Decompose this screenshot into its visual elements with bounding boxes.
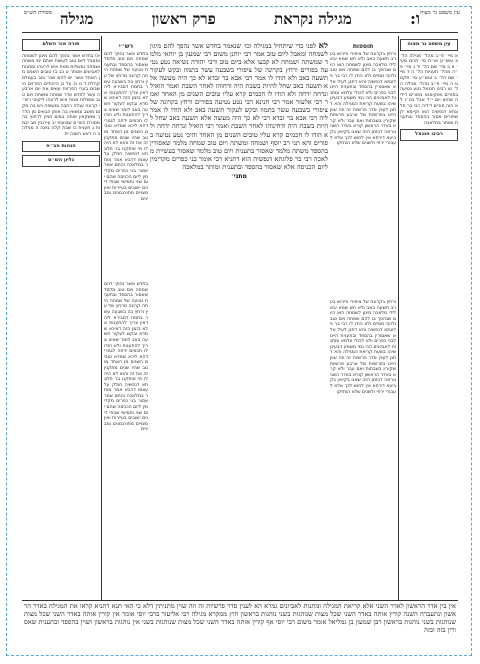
ein-mishpat-title: עין משפט נר מצוה bbox=[400, 39, 458, 51]
margin-left-text: א) בחדש אשר נהפך להם מיגון לשמחה ומאבל ליום טוב לעשות אותם ימי משתה ושמחה ומשלוח מנות איש לרעהו ומתנות לאביונים אסתר ט כב ב) טובים השנים מן האחד אשר יש להם שכר טוב בעמלם קהלת ד ט ג) על כן היהודים הפרזים הישבים בערי הפרזות עשים את יום ארבעה עשר לחדש אדר שמחה ומשתה ויום טוב ומשלוח מנות איש לרעהו ליקוטי רש״י קרונה עגלה רחבה ומשופה ויש בה מקום מושב ונושאין בה אותן הבאים מן הדרך ומשקאין אותה במים חמין לרחוץ בה מסורת הש״ס שבועות יב עירובין מב יבמות ג תענית כו שבת קלה ביצה ה מגילה ב ה ראש השנה יח bbox=[22, 53, 100, 137]
margin-left-column bbox=[22, 36, 100, 600]
gilyon-title: גליון הש״ס bbox=[22, 155, 100, 167]
gemara-text bbox=[150, 42, 328, 171]
rashi-title: רש״י bbox=[118, 43, 134, 50]
gemara-wide-text: אין בין אדר הראשון לאדר השני אלא קריאת המגילה ומתנות לאביונים גמרא הא לענין סדר פרשיות זה וזה שוין מתניתין דלא כי האי תנא דתניא קראו את המגילה באדר הראשון ונתעברה השנה קורין אותה באדר השני שכל מצות שנוהגות בשני נוהגות בראשון חוץ ממקרא מגילה רבי אליעזר ברבי יוסי אומר אין קורין אותה באדר השני שכל מצות שנוהגות בשני נוהגות בראשון רבן שמעון בן גמליאל אומר משום רבי יוסי אף קורין אותה באדר השני שכל מצות שנוהגות בשני אין נוהגות בראשון ושוין בהספד ובתענית שאסורין בזה ובזה bbox=[24, 602, 456, 634]
hagahot-title: הגהות הב״ח bbox=[22, 141, 100, 153]
corner-note-right: עין משפט נר מצוה bbox=[420, 10, 460, 16]
bottom-rule bbox=[22, 600, 458, 601]
chapter-title: מגילה נקראת bbox=[274, 9, 352, 28]
chapter-number: פרק ראשון bbox=[151, 9, 216, 28]
rashi-text: בחדש אשר נהפך להם שמחה ויום טוב מלמד שאסור בהספד ובתענית נטיעה של שמחה היתה קרונה מרחץ של עץ ורחץ בה בשבעה עשר בתמוז דסבירא ליה דאין צריך להתענות אלא בזמן הזה דאיכא שמדא ובקש לעקור תשעה באב לומר שאינו צריך להתענות ולא הודו לו חכמים ידחה לגמרי דהא ליכא שמדא טובים השנים מן האחד מוטב שהיו שנים מתקנין זה את זה והוא לא היה לו מי שיתקנו בר פלוגתא דנפשיה חולק על עצמו דהכא אמר מותר במלאכה והתם אמר אסור בני כפרים מקדימין ליום הכניסה שהם יום שני וחמישי שבתי דינים יושבים בעיירות ואין מצויים מתורגמנים ומבינים bbox=[104, 51, 148, 203]
rabbeinu-chananel-title: רבינו חננאל bbox=[400, 129, 458, 141]
gemara-wide-block bbox=[24, 602, 456, 646]
tosafot-text-lower: ורחץ בקרונה של ציפורי פירוש בערב תשעה באב ולא חש שמא יבא לידי מלאכה מיגון לשמחה הוא היום שנהפך בו להם שמחה ויום טוב ולהכי מסיים ולא הודו לו רבי בר פלוגתא דנפשיה והא דתנן לעיל אלא שאסורין בהספד ובתענית היינו לבני כפרים ולא לכולי עלמא ומתנות לאביונים הכי נמי משמע דבעינן שיהו בשעת קריאת המגילה והא דתנן לענין סדר פרשיות זה וזה שוין היינו בפרשיות של ארבע פרשיות שקורין בשבתות ואם עבר ולא קרא באדר הראשון קורא באדר השני ונראה דבזמן הזה שאנו בקיאין בקביעא דירחא אין לחוש לכך אלא לעבורי ירחי ולשנים שלא הוחזקו bbox=[330, 300, 396, 395]
mishnah-marker: מתני׳ bbox=[231, 172, 247, 180]
rashi-column bbox=[104, 42, 148, 278]
margin-right-text: א מיי׳ פ״ב מהל׳ מגילה הל׳ יג טוש״ע או״ח סי׳ תרצו סעי׳ א ב מיי׳ שם הל׳ יד ג מיי׳ פ״ה מהל׳ תעניות הל׳ ה ד מיי׳ שם הל׳ ב טוש״ע סי׳ תקמט ה מיי׳ פ״ב מהל׳ מגילה הל׳ טו רבינו חננאל נטע נטיעה בפורים ואוקימנא בפורים דידיה שהוא יום י״ד אבל בט״ו לא הוה פורים דידיה רבי בר פלוגתא דנפשיה הוא וקיימא לן שפורים אסור בהספד ובתענית ומותר במלאכה bbox=[400, 53, 458, 126]
divider-right bbox=[398, 36, 399, 600]
margin-right-column bbox=[400, 36, 458, 600]
gemara-body: לפני כדי שיתחיל במגילה וכו׳ שנאמר בחדש אשר נהפך להם מיגון לשמחה ומאבל ליום טוב אמר רבי יוחנן משום רבי שמעון בן יוחאי מלמד שמשתה ושמחה לא קבעו אלא ביום טוב ורבי יהודה נשיאה נטע נטיעה בפורים ורחץ בקרונה של ציפורי בשבעה עשר בתמוז ובקש לעקור תשעה באב ולא הודו לו אמר רבי אבא בר זבדא לא כך היה מעשה אלא תשעה באב שחל להיות בשבת היה ודחוהו לאחר השבת ואמר הואיל ונדחה ידחה ולא הודו לו חכמים קרא עליו טובים השנים מן האחד ואמר רבי אלעזר אמר רבי חנינא רבי נטע נטיעה בפורים ורחץ בקרונה של ציפורי בשבעה עשר בתמוז ובקש לעקור תשעה באב ולא הודו לו אמר ליה רבי אבא בר זבדא רבי לא כך היה מעשה אלא תשעה באב שחל להיות בשבת היה ודחינוהו לאחר השבת ואמר רבי הואיל ונדחה ידחה ולא הודו לו חכמים קרא עליו טובים השנים מן האחד והיכי נטע נטיעה בפורים והא תני רב יוסף ושמחה ומשתה ויום טוב שמחה מלמד שאסורין בהספד משתה מלמד שאסור בתענית ויום טוב מלמד שאסור בעשיית מלאכה רבי בר פלוגתא דנפשיה הוא דתניא רבי אומר בני כפרים מקדימין ליום הכניסה אלא שאסור בהספד ובתענית ומותר במלאכה bbox=[150, 42, 328, 171]
gemara-lead-word: לא bbox=[318, 42, 328, 51]
tosafot-column bbox=[330, 42, 396, 278]
tractate-name: מגילה bbox=[60, 9, 94, 28]
corner-note-left: מסורת הש״ס bbox=[24, 10, 52, 16]
gemara-column bbox=[150, 42, 328, 602]
rashi-text-lower: בחדש אשר נהפך להם שמחה ויום טוב מלמד שאסור בהספד ובתענית נטיעה של שמחה היתה קרונה מרחץ של עץ ורחץ בה בשבעה עשר בתמוז דסבירא ליה דאין צריך להתענות אלא בזמן הזה דאיכא שמדא ובקש לעקור תשעה באב לומר שאינו צריך להתענות ולא הודו לו חכמים ידחה לגמרי דהא ליכא שמדא טובים השנים מן האחד מוטב שהיו שנים מתקנין זה את זה והוא לא היה לו מי שיתקנו בר פלוגתא דנפשיה חולק על עצמו דהכא אמר מותר במלאכה והתם אמר אסור בני כפרים מקדימין ליום הכניסה שהם יום שני וחמישי שבתי דינים יושבים בעיירות ואין מצויים מתורגמנים ומבינים bbox=[104, 282, 148, 433]
tosafot-title: תוספות bbox=[352, 43, 374, 50]
page-header bbox=[60, 8, 420, 30]
torah-or-title: תורה אור השלם bbox=[22, 39, 100, 51]
divider-left bbox=[101, 36, 102, 600]
daf-number: ו: bbox=[410, 9, 420, 28]
rashi-column-lower bbox=[104, 282, 148, 598]
tosafot-text: ורחץ בקרונה של ציפורי פירוש בערב תשעה באב ולא חש שמא יבא לידי מלאכה מיגון לשמחה הוא היום שנהפך בו להם שמחה ויום טוב ולהכי מסיים ולא הודו לו רבי בר פלוגתא דנפשיה והא דתנן לעיל אלא שאסורין בהספד ובתענית היינו לבני כפרים ולא לכולי עלמא ומתנות לאביונים הכי נמי משמע דבעינן שיהו בשעת קריאת המגילה והא דתנן לענין סדר פרשיות זה וזה שוין היינו בפרשיות של ארבע פרשיות שקורין בשבתות ואם עבר ולא קרא באדר הראשון קורא באדר השני ונראה דבזמן הזה שאנו בקיאין בקביעא דירחא אין לחוש לכך אלא לעבורי ירחי ולשנים שלא הוחזקו bbox=[330, 51, 396, 147]
tosafot-column-lower bbox=[330, 300, 396, 598]
header-rule bbox=[22, 32, 458, 33]
